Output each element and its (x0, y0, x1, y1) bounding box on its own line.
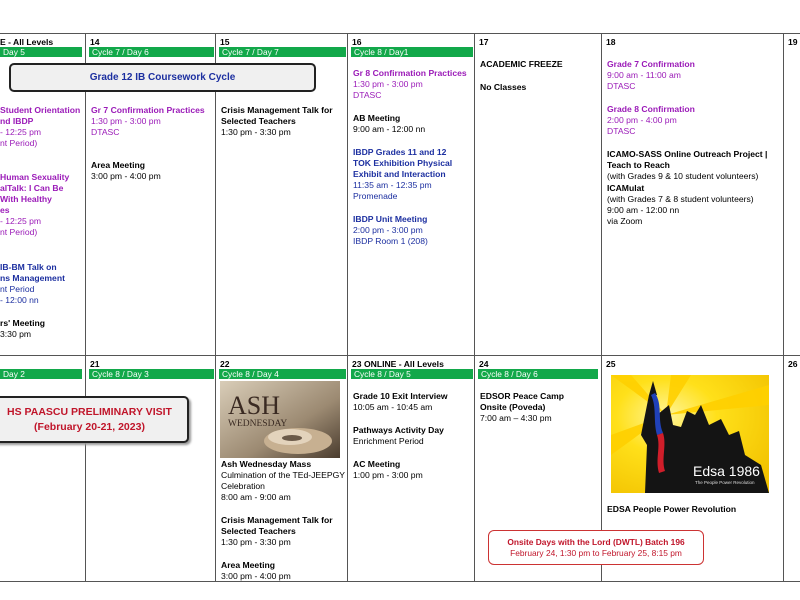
event-detail: - 12:25 pm (0, 127, 42, 137)
event-title: Grade 10 Exit Interview (353, 391, 448, 401)
event-title: Area Meeting (221, 560, 275, 570)
event-title: Selected Teachers (221, 526, 296, 536)
event-title: rs' Meeting (0, 318, 46, 328)
event[interactable] (353, 68, 467, 101)
event-detail: 7:00 am – 4:30 pm (480, 413, 552, 423)
dwtl-title: Onsite Days with the Lord (DWTL) Batch 196 (507, 536, 685, 547)
event[interactable] (353, 425, 444, 447)
event[interactable] (353, 391, 448, 413)
cycle-day-bar: Day 2 (0, 369, 82, 379)
event-title: Crisis Management Talk for (221, 515, 333, 525)
paascu-banner (0, 396, 189, 443)
day-number: 14 (90, 37, 100, 47)
event-detail: Culmination of the TEd-JEEPGY (221, 470, 346, 480)
event[interactable] (607, 59, 695, 92)
event-title: Ash Wednesday Mass (221, 459, 312, 469)
event-detail: nt Period) (0, 227, 38, 237)
event-detail: - 12:25 pm (0, 216, 42, 226)
day-number: E - All Levels (0, 37, 54, 47)
event-title: With Healthy (0, 194, 52, 204)
event-detail: DTASC (353, 90, 382, 100)
ash-wednesday-image (220, 381, 340, 458)
event-title: AC Meeting (353, 459, 401, 469)
event-title: IB-BM Talk on (0, 262, 57, 272)
event-detail: 1:00 pm - 3:00 pm (353, 470, 423, 480)
event-detail: DTASC (607, 81, 636, 91)
event[interactable] (353, 147, 452, 202)
grid-line (0, 355, 800, 356)
event[interactable] (480, 82, 526, 93)
grid-line (347, 33, 348, 582)
cycle-day-bar: Cycle 8 / Day 3 (89, 369, 214, 379)
grid-line (474, 33, 475, 582)
event-title: ns Management (0, 273, 65, 283)
event[interactable] (0, 105, 80, 149)
event-detail: (with Grades 9 & 10 student volunteers) (607, 171, 759, 181)
event-title: IBDP Unit Meeting (353, 214, 428, 224)
event-title: es (0, 205, 10, 215)
event-title: Onsite (Poveda) (480, 402, 546, 412)
event-title: TOK Exhibition Physical (353, 158, 453, 168)
event-title: Student Orientation (0, 105, 81, 115)
edsa-image-title: Edsa 1986 (693, 463, 760, 479)
event-detail: - 12:00 nn (0, 295, 39, 305)
event-detail: 11:35 am - 12:35 pm (353, 180, 432, 190)
event-title: EDSOR Peace Camp (480, 391, 565, 401)
cycle-day-bar: Cycle 8 / Day 4 (219, 369, 346, 379)
event-detail: via Zoom (607, 216, 643, 226)
cycle-day-bar: Cycle 7 / Day 7 (219, 47, 346, 57)
event[interactable] (607, 104, 695, 137)
event-detail: 9:00 am - 12:00 nn (353, 124, 426, 134)
event[interactable] (480, 59, 563, 70)
grid-line (215, 33, 216, 582)
event[interactable] (0, 262, 65, 306)
event-detail: 1:30 pm - 3:30 pm (221, 127, 291, 137)
event-title: Crisis Management Talk for (221, 105, 333, 115)
event[interactable] (353, 113, 425, 135)
day-number: 15 (220, 37, 230, 47)
event-title: IBDP Grades 11 and 12 (353, 147, 447, 157)
event-detail: 2:00 pm - 4:00 pm (607, 115, 677, 125)
event-title: Human Sexuality (0, 172, 70, 182)
event-title: Gr 8 Confirmation Practices (353, 68, 467, 78)
day-number: 25 (606, 359, 616, 369)
event-title: Teach to Reach (607, 160, 670, 170)
event[interactable] (607, 149, 767, 182)
event-detail: 3:30 pm (0, 329, 32, 339)
day-number: 21 (90, 359, 100, 369)
event-title: ACADEMIC FREEZE (480, 59, 563, 69)
event[interactable] (221, 459, 345, 503)
event-detail: 3:00 pm - 4:00 pm (91, 171, 161, 181)
event[interactable] (353, 214, 428, 247)
event-detail: 9:00 am - 11:00 am (607, 70, 681, 80)
day-number: 23 ONLINE - All Levels (352, 359, 444, 369)
coursework-banner: Grade 12 IB Coursework Cycle (9, 63, 316, 92)
cycle-day-bar: Cycle 8 / Day1 (351, 47, 473, 57)
dwtl-dates: February 24, 1:30 pm to February 25, 8:15 pm (510, 547, 682, 558)
event-title: Grade 7 Confirmation (607, 59, 695, 69)
event[interactable] (353, 459, 423, 481)
grid-line (601, 33, 602, 582)
day-number: 18 (606, 37, 616, 47)
grid-line (783, 33, 784, 582)
event[interactable] (221, 515, 333, 548)
grid-line (85, 33, 86, 582)
event-detail: 1:30 pm - 3:30 pm (221, 537, 291, 547)
ash-image-subtitle: WEDNESDAY (228, 419, 288, 429)
ash-image-title: ASH (228, 391, 281, 420)
event-detail: 8:00 am - 9:00 am (221, 492, 291, 502)
event[interactable] (91, 105, 205, 138)
edsa-image-subtitle: The People Power Revolution (695, 480, 755, 485)
event-title: Gr 7 Confirmation Practices (91, 105, 205, 115)
cycle-day-bar: Cycle 8 / Day 6 (478, 369, 598, 379)
event-title: Exhibit and Interaction (353, 169, 446, 179)
event-detail: 10:05 am - 10:45 am (353, 402, 433, 412)
event-detail: 3:00 pm - 4:00 pm (221, 571, 291, 581)
event[interactable] (480, 391, 564, 424)
event-detail: 1:30 pm - 3:00 pm (353, 79, 423, 89)
event-detail: nt Period) (0, 138, 38, 148)
paascu-title: HS PAASCU PRELIMINARY VISIT (7, 405, 172, 418)
event-detail: DTASC (607, 126, 636, 136)
cycle-day-bar: Cycle 7 / Day 6 (89, 47, 214, 57)
event-detail: nt Period (0, 284, 35, 294)
day-number: 16 (352, 37, 362, 47)
day-number: 24 (479, 359, 489, 369)
event-title: No Classes (480, 82, 527, 92)
cycle-day-bar: Day 5 (0, 47, 82, 57)
event-title: alTalk: I Can Be (0, 183, 64, 193)
event-detail: 2:00 pm - 3:00 pm (353, 225, 423, 235)
day-number: 17 (479, 37, 489, 47)
grid-line (0, 33, 800, 34)
event-detail: IBDP Room 1 (208) (353, 236, 428, 246)
event-detail: DTASC (91, 127, 120, 137)
day-number: 22 (220, 359, 230, 369)
event-detail: 9:00 am - 12:00 nn (607, 205, 680, 215)
event-title: nd IBDP (0, 116, 34, 126)
event-title: AB Meeting (353, 113, 401, 123)
event-title: Selected Teachers (221, 116, 296, 126)
event-detail: Promenade (353, 191, 398, 201)
event[interactable] (607, 504, 736, 515)
event[interactable] (91, 160, 161, 182)
event-detail: Enrichment Period (353, 436, 424, 446)
event[interactable] (0, 318, 45, 340)
event[interactable] (221, 105, 333, 138)
event-title: ICAMO-SASS Online Outreach Project | (607, 149, 768, 159)
event-detail: (with Grades 7 & 8 student volunteers) (607, 194, 754, 204)
grid-line (0, 581, 800, 582)
event-title: EDSA People Power Revolution (607, 504, 737, 514)
event-title: Area Meeting (91, 160, 145, 170)
day-number: 26 (788, 359, 798, 369)
event[interactable] (221, 560, 291, 582)
event[interactable] (607, 183, 754, 227)
event-title: Pathways Activity Day (353, 425, 444, 435)
event[interactable] (0, 172, 69, 238)
paascu-dates: (February 20-21, 2023) (34, 420, 145, 433)
event-title: Grade 8 Confirmation (607, 104, 695, 114)
cycle-day-bar: Cycle 8 / Day 5 (351, 369, 473, 379)
dwtl-banner (488, 530, 704, 565)
event-detail: 1:30 pm - 3:00 pm (91, 116, 161, 126)
day-number: 19 (788, 37, 798, 47)
event-title: ICAMulat (607, 183, 645, 193)
event-detail: Celebration (221, 481, 265, 491)
edsa-1986-image (611, 375, 769, 493)
